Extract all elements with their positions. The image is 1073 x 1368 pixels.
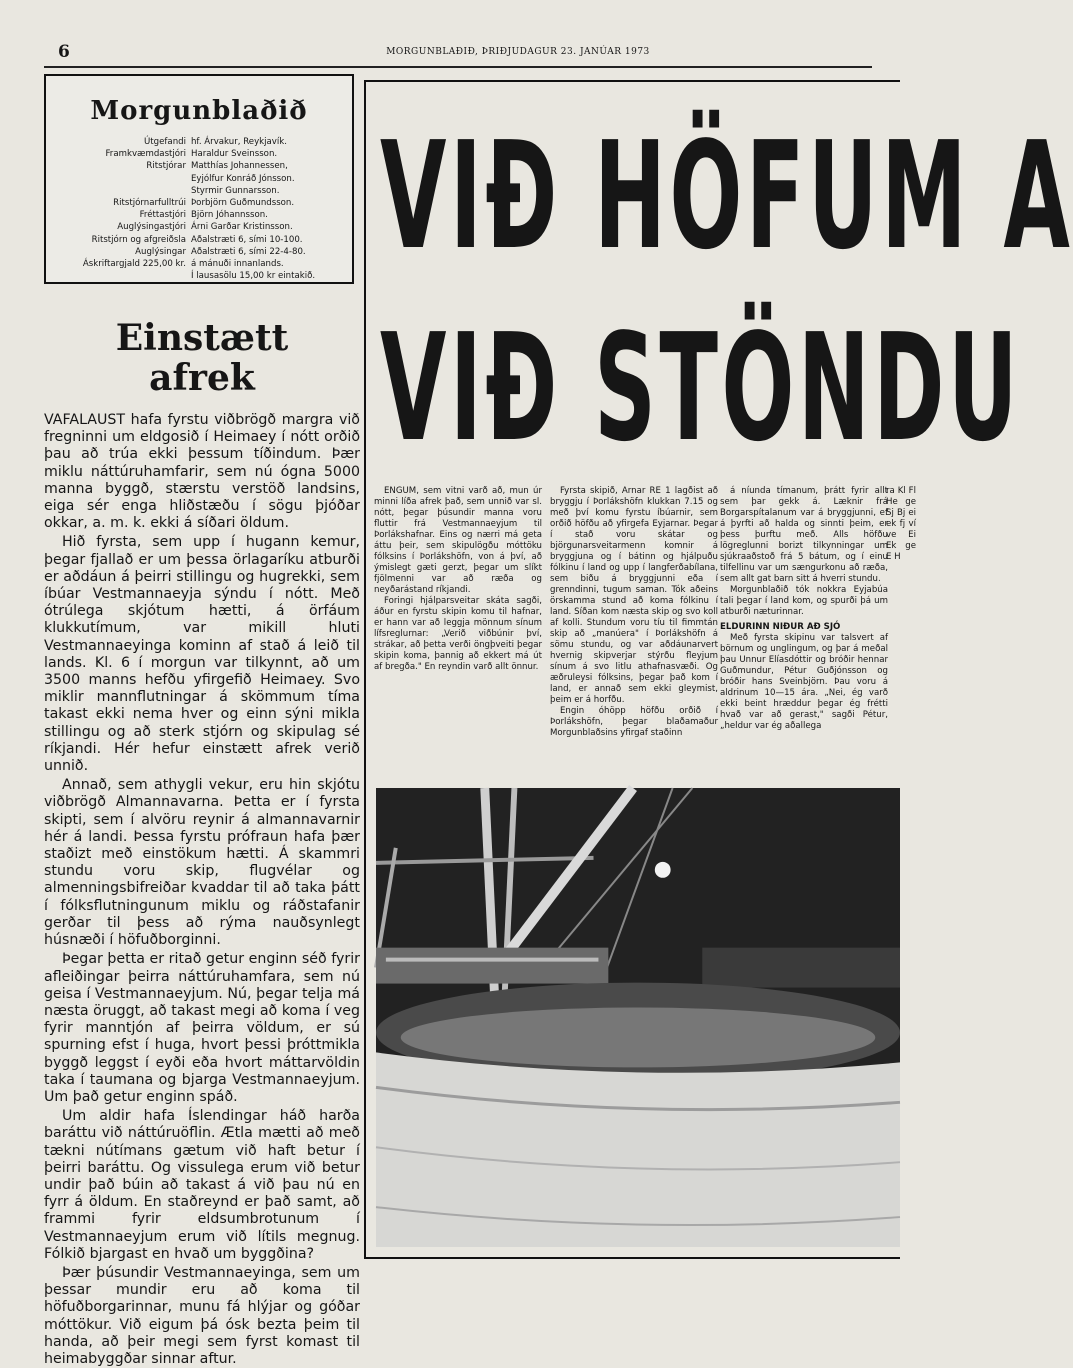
- editorial-paragraph: Þegar þetta er ritað getur enginn séð fyrir afleiðingar þeirra náttúruhamfara, sem nú geisa í Vestmannaeyjum. Nú, þegar telja má næsta öruggt, að takast megi að koma í veg fyrir manntjón af þeirra völdum, er sú spurning efst í huga, hvort þessi þróttmikla byggð leggst í eyði eða hvort máttarvöldin taka í taumana og bjarga Vestmannaeyjum. Um það getur enginn spáð.: [44, 951, 360, 1105]
- masthead-staff-table: [82, 136, 316, 282]
- editorial-headline: [44, 318, 360, 398]
- masthead-row: [82, 197, 316, 209]
- article-column-3: [720, 486, 888, 756]
- masthead-row: [82, 221, 316, 233]
- masthead-role: Ritstjórnarfulltrúi: [113, 198, 186, 209]
- masthead-value: Haraldur Sveinsson.: [190, 149, 278, 160]
- article-columns: [372, 486, 916, 756]
- news-photo: [376, 788, 900, 1247]
- editorial-body: [44, 412, 360, 1368]
- masthead-role: Auglýsingastjóri: [117, 222, 186, 233]
- masthead-value: Matthías Johannessen,: [190, 161, 288, 172]
- masthead-row: [82, 173, 316, 185]
- masthead-row: [82, 234, 316, 246]
- article-paragraph: Fyrsta skipið, Arnar RE 1 lagðist að bryggju í Þorlákshöfn klukkan 7.15 og með því komu fyrstu íbúarnir, sem orðið höfðu að yfirgefa Eyjarnar. Þegar í stað voru skátar og björgunarsveitarmenn komnir á bryggjuna og í bátinn og hjálpuðu fólkinu í land og upp í langferðabílana, sem biðu á bryggjunni eða í grenndinni, tugum saman. Tók aðeins örskamma stund að koma fólkinu í land. Síðan kom næsta skip og svo koll af kolli. Stundum voru tíu til fimmtán skip að „manúera" í Þorlákshöfn á sömu stundu, og var aðdáunarvert hvernig skipverjar stýrðu fleyjum sínum á svo litlu athafnasvæði. Og æðruleysi fólksins, þegar það kom í land, er annað sem ekki gleymist, þeim er á horfðu.: [550, 486, 718, 705]
- masthead-row: [82, 185, 316, 197]
- article-column-1: [374, 486, 542, 756]
- editorial-paragraph: VAFALAUST hafa fyrstu viðbrögð margra við fregninni um eldgosið í Heimaey í nótt orðið þau að trúa ekki þessum tíðindum. Þær miklu náttúruhamfarir, sem nú ógna 5000 manna byggð, stærstu verstöð landsins, eiga sér enga hliðstæðu í sögu þjóðar okkar, a. m. k. ekki á síðari öldum.: [44, 412, 360, 532]
- article-paragraph: ENGUM, sem vitni varð að, mun úr minni líða afrek það, sem unnið var sl. nótt, þegar þúsundir manna voru fluttir frá Vestmannaeyjum til Þorlákshafnar. Eins og nærri má geta áttu þeir, sem skipulögðu móttöku fólksins í Þorlákshöfn, von á því, að ýmislegt gæti gerzt, þegar um slíkt fjölmenni var að ræða og neyðarástand ríkjandi.: [374, 486, 542, 595]
- masthead-value: Eyjólfur Konráð Jónsson.: [190, 173, 295, 184]
- article-paragraph: Engin óhöpp höfðu orðið í Þorlákshöfn, þegar blaðamaður Morgunblaðsins yfirgaf staðinn: [550, 706, 718, 738]
- editorial-paragraph: Um aldir hafa Íslendingar háð harða baráttu við náttúruöflin. Ætla mætti að með tækni nútímans gætum við haft betur í þeirri baráttu. Og vissulega erum við betur undir það búin að takast á við þau nú en fyrr á öldum. En staðreynd er það samt, að frammi fyrir eldsumbrotunum í Vestmannaeyjum erum við lítils megnug. Fólkið bjargast en hvað um byggðina?: [44, 1108, 360, 1262]
- masthead-title: Morgunblaðið: [90, 96, 308, 126]
- editorial-headline-line1: Einstætt: [115, 317, 289, 359]
- masthead-value: Aðalstræti 6, sími 10-100.: [190, 234, 303, 245]
- editorial-paragraph: Annað, sem athygli vekur, eru hin skjótu viðbrögð Almannavarna. Þetta er í fyrsta skipti, sem í alvöru reynir á almannavarnir hér á landi. Þessa fyrstu prófraun hafa þær staðizt með einstökum hætti. Á skammri stundu voru skip, flugvélar og almenningsbifreiðar kvaddar til að taka þátt í fólksflutningunum miklu og ráðstafanir gerðar til þess að rýma nauðsynlegt húsnæði í höfuðborginni.: [44, 777, 360, 949]
- masthead-value: Aðalstræti 6, sími 22-4-80.: [190, 246, 306, 257]
- page-number: 6: [58, 42, 70, 62]
- masthead-role: Fréttastjóri: [139, 210, 186, 221]
- masthead-value: Styrmir Gunnarsson.: [190, 185, 280, 196]
- front-story-box: [364, 80, 1073, 1259]
- masthead-value: Í lausasölu 15,00 kr eintakið.: [190, 271, 316, 282]
- masthead-row: [82, 160, 316, 172]
- editorial-column: [44, 300, 360, 1368]
- masthead-row: [82, 246, 316, 258]
- big-headline-line2: VIÐ STÖNDU: [380, 302, 1022, 474]
- masthead-row: [82, 136, 316, 148]
- masthead-value: Árni Garðar Kristinsson.: [190, 222, 293, 233]
- masthead-row: [82, 258, 316, 270]
- masthead-role: Auglýsingar: [135, 246, 186, 257]
- masthead-value: Þorbjörn Guðmundsson.: [190, 198, 295, 209]
- masthead-row: [82, 148, 316, 160]
- masthead-role: [82, 185, 190, 197]
- masthead-row: [82, 270, 316, 282]
- masthead-role: Útgefandi: [144, 137, 186, 147]
- masthead-box: [44, 74, 354, 284]
- editorial-paragraph: Þær þúsundir Vestmannaeyinga, sem um þessar mundir eru að koma til höfuðborgarinnar, munu fá hlýjar og góðar móttökur. Við eigum þá ósk bezta þeim til handa, að þeir megi sem fyrst komast til heimabyggðar sinnar aftur.: [44, 1264, 360, 1367]
- harbor-night-photo: [376, 788, 900, 1247]
- editorial-headline-line2: afrek: [149, 357, 255, 399]
- article-column-2: [550, 486, 718, 756]
- masthead-row: [82, 209, 316, 221]
- masthead-role: [82, 270, 190, 282]
- masthead-value: Björn Jóhannsson.: [190, 210, 268, 221]
- editorial-paragraph: Hið fyrsta, sem upp í hugann kemur, þegar fjallað er um þessa örlagaríku atburði er aðdáun á þeirri stillingu og hugrekki, sem íbúar Vestmannaeyja sýndu í nótt. Með ótrúlega skjótum hætti, á örfáum klukkutímum, var mikill hluti Vestmannaeyinga kominn af stað á leið til lands. Kl. 6 í morgun var tilkynnt, að um 3500 manns hefðu yfirgefið Heimaey. Svo miklir mannflutningar á skömmum tíma takast ekki nema hver og einn sýni mikla stillingu og að sterk stjórn og skipulag sé ríkjandi. Hér hefur einstætt afrek verið unnið.: [44, 534, 360, 775]
- masthead-role: Áskriftargjald 225,00 kr.: [82, 259, 186, 270]
- article-column-4-fragment: ra Kl Fl He ge Sj Bj ei ek fj ví ve Ei Ek ge E H: [886, 486, 916, 562]
- masthead-value: á mánuði innanlands.: [190, 259, 284, 270]
- masthead-role: Framkvæmdastjóri: [105, 149, 186, 160]
- masthead-role: Ritstjórn og afgreiðsla: [91, 234, 186, 245]
- page-header: [44, 40, 872, 68]
- article-paragraph: Foringi hjálparsveitar skáta sagði, áður en fyrstu skipin komu til hafnar, er hann var að leggja mönnum sínum lífsreglurnar: „Verið viðbúnir því, strákar, að þetta verði öngþveiti þegar skipin koma, þannig að ekkert má út af bregða." En reyndin varð allt önnur.: [374, 596, 542, 672]
- masthead-value: hf. Árvakur, Reykjavík.: [190, 137, 287, 147]
- dateline: MORGUNBLAÐIÐ, ÞRIÐJUDAGUR 23. JANÚAR 1973: [386, 47, 650, 57]
- article-paragraph: á níunda tímanum, þrátt fyrir allt sem þar gekk á. Læknir frá Borgarspítalanum var á bryggjunni, ef á þyrfti að halda og sinnti þeim, er þess þurftu með. Alls höfðu lögreglunni borizt tilkynningar um sjúkraaðstoð frá 5 bátum, og í einu tilfellinu var um sængurkonu að ræða, sem allt gat barn sitt á hverri stundu.: [720, 486, 888, 584]
- article-paragraph: Með fyrsta skipinu var talsvert af börnum og unglingum, og þar á meðal þau Unnur Elíasdóttir og bróðir hennar Guðmundur, Pétur Guðjónsson og bróðir hans Sveinbjörn. Þau voru á aldrinum 10—15 ára. „Nei, ég varð ekki beint hræddur þegar ég frétti hvað var að gerast," sagði Pétur, „heldur var ég aðallega: [720, 633, 888, 731]
- masthead-role: [82, 173, 190, 185]
- article-subheading: ELDURINN NIÐUR AÐ SJÓ: [720, 622, 841, 632]
- big-headline-line1: VIÐ HÖFUM A: [380, 110, 1073, 282]
- masthead-role: Ritstjórar: [146, 161, 186, 172]
- article-paragraph: Morgunblaðið tók nokkra Eyjabúa tali þegar í land kom, og spurði þá um atburði næturinnar.: [720, 585, 888, 617]
